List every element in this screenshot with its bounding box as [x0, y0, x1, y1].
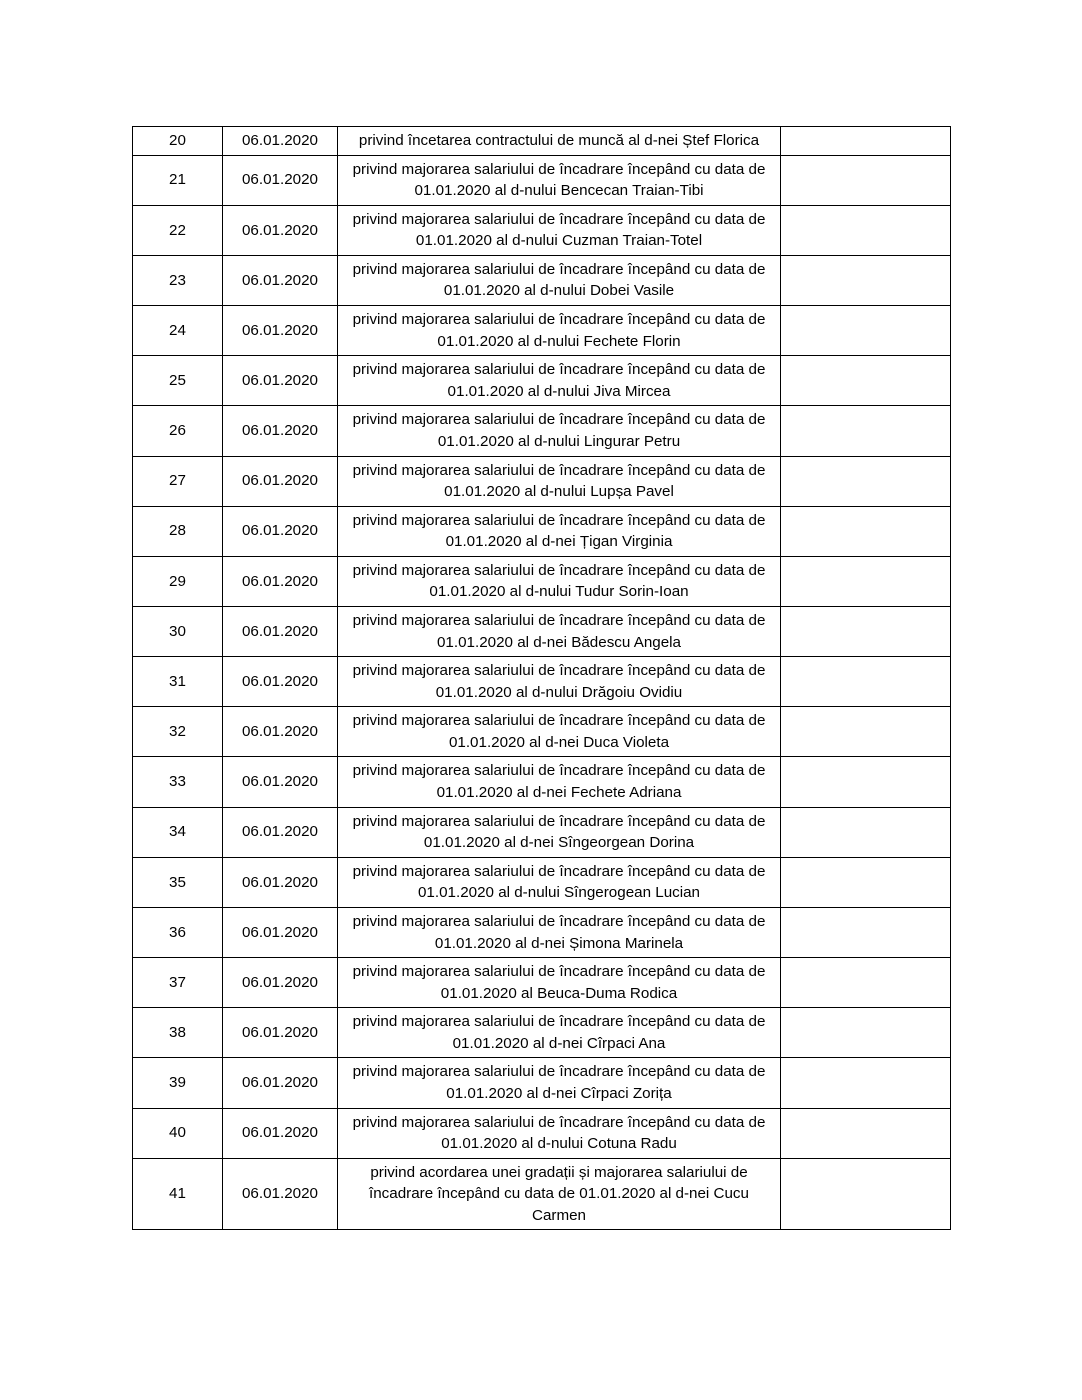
- cell-description: privind majorarea salariului de încadrare începând cu data de 01.01.2020 al d-nului Fechete Florin: [338, 306, 781, 356]
- table-row: [133, 606, 951, 656]
- cell-observations: [781, 606, 951, 656]
- cell-observations: [781, 907, 951, 957]
- cell-number: 22: [133, 205, 223, 255]
- table-row: [133, 757, 951, 807]
- cell-date: 06.01.2020: [223, 205, 338, 255]
- cell-observations: [781, 556, 951, 606]
- cell-date: 06.01.2020: [223, 406, 338, 456]
- cell-observations: [781, 707, 951, 757]
- cell-observations: [781, 205, 951, 255]
- cell-description: privind majorarea salariului de încadrare începând cu data de 01.01.2020 al d-nului Sîngerogean Lucian: [338, 857, 781, 907]
- cell-number: 21: [133, 155, 223, 205]
- cell-observations: [781, 657, 951, 707]
- cell-number: 24: [133, 306, 223, 356]
- cell-observations: [781, 1058, 951, 1108]
- cell-observations: [781, 127, 951, 156]
- cell-date: 06.01.2020: [223, 1108, 338, 1158]
- cell-number: 37: [133, 958, 223, 1008]
- table-row: [133, 857, 951, 907]
- cell-description: privind acordarea unei gradații și majorarea salariului de încadrare începând cu data de 01.01.2020 al d-nei Cucu Carmen: [338, 1158, 781, 1230]
- cell-description: privind majorarea salariului de încadrare începând cu data de 01.01.2020 al d-nului Bencecan Traian-Tibi: [338, 155, 781, 205]
- cell-observations: [781, 1008, 951, 1058]
- cell-number: 40: [133, 1108, 223, 1158]
- table-row: [133, 657, 951, 707]
- cell-number: 41: [133, 1158, 223, 1230]
- table-row: [133, 958, 951, 1008]
- cell-date: 06.01.2020: [223, 556, 338, 606]
- cell-number: 28: [133, 506, 223, 556]
- cell-number: 25: [133, 356, 223, 406]
- cell-number: 27: [133, 456, 223, 506]
- cell-number: 26: [133, 406, 223, 456]
- cell-observations: [781, 506, 951, 556]
- cell-description: privind majorarea salariului de încadrare începând cu data de 01.01.2020 al d-nei Duca Violeta: [338, 707, 781, 757]
- table-row: [133, 907, 951, 957]
- table-row: [133, 406, 951, 456]
- cell-date: 06.01.2020: [223, 657, 338, 707]
- cell-description: privind majorarea salariului de încadrare începând cu data de 01.01.2020 al d-nului Lupșa Pavel: [338, 456, 781, 506]
- cell-description: privind majorarea salariului de încadrare începând cu data de 01.01.2020 al d-nei Sîngeorgean Dorina: [338, 807, 781, 857]
- cell-observations: [781, 958, 951, 1008]
- cell-observations: [781, 857, 951, 907]
- table-row: [133, 707, 951, 757]
- cell-date: 06.01.2020: [223, 127, 338, 156]
- cell-description: privind majorarea salariului de încadrare începând cu data de 01.01.2020 al d-nului Dobei Vasile: [338, 255, 781, 305]
- cell-date: 06.01.2020: [223, 506, 338, 556]
- cell-description: privind majorarea salariului de încadrare începând cu data de 01.01.2020 al d-nului Lingurar Petru: [338, 406, 781, 456]
- cell-description: privind majorarea salariului de încadrare începând cu data de 01.01.2020 al d-nei Bădescu Angela: [338, 606, 781, 656]
- cell-number: 38: [133, 1008, 223, 1058]
- cell-date: 06.01.2020: [223, 606, 338, 656]
- cell-number: 35: [133, 857, 223, 907]
- table-row: [133, 456, 951, 506]
- cell-observations: [781, 456, 951, 506]
- table-row: [133, 306, 951, 356]
- cell-date: 06.01.2020: [223, 155, 338, 205]
- cell-number: 32: [133, 707, 223, 757]
- cell-date: 06.01.2020: [223, 907, 338, 957]
- cell-number: 23: [133, 255, 223, 305]
- table-row: [133, 1108, 951, 1158]
- cell-date: 06.01.2020: [223, 356, 338, 406]
- cell-description: privind majorarea salariului de încadrare începând cu data de 01.01.2020 al Beuca-Duma Rodica: [338, 958, 781, 1008]
- cell-number: 36: [133, 907, 223, 957]
- table-row: [133, 506, 951, 556]
- cell-date: 06.01.2020: [223, 757, 338, 807]
- cell-observations: [781, 1158, 951, 1230]
- cell-description: privind majorarea salariului de încadrare începând cu data de 01.01.2020 al d-nului Cotuna Radu: [338, 1108, 781, 1158]
- cell-observations: [781, 1108, 951, 1158]
- cell-number: 31: [133, 657, 223, 707]
- table-row: [133, 356, 951, 406]
- cell-description: privind majorarea salariului de încadrare începând cu data de 01.01.2020 al d-nei Cîrpaci Ana: [338, 1008, 781, 1058]
- cell-date: 06.01.2020: [223, 1058, 338, 1108]
- cell-date: 06.01.2020: [223, 857, 338, 907]
- cell-number: 30: [133, 606, 223, 656]
- cell-observations: [781, 757, 951, 807]
- cell-observations: [781, 356, 951, 406]
- table-row: [133, 205, 951, 255]
- cell-number: 20: [133, 127, 223, 156]
- cell-date: 06.01.2020: [223, 807, 338, 857]
- cell-description: privind majorarea salariului de încadrare începând cu data de 01.01.2020 al d-nului Drăgoiu Ovidiu: [338, 657, 781, 707]
- cell-date: 06.01.2020: [223, 1158, 338, 1230]
- cell-description: privind majorarea salariului de încadrare începând cu data de 01.01.2020 al d-nei Cîrpaci Zorița: [338, 1058, 781, 1108]
- table-row: [133, 1008, 951, 1058]
- cell-description: privind majorarea salariului de încadrare începând cu data de 01.01.2020 al d-nului Tudur Sorin-Ioan: [338, 556, 781, 606]
- cell-description: privind majorarea salariului de încadrare începând cu data de 01.01.2020 al d-nului Cuzman Traian-Totel: [338, 205, 781, 255]
- cell-date: 06.01.2020: [223, 306, 338, 356]
- cell-number: 34: [133, 807, 223, 857]
- table-body: [133, 127, 951, 1230]
- cell-date: 06.01.2020: [223, 707, 338, 757]
- cell-description: privind majorarea salariului de încadrare începând cu data de 01.01.2020 al d-nei Țigan Virginia: [338, 506, 781, 556]
- cell-date: 06.01.2020: [223, 255, 338, 305]
- decisions-table: [132, 126, 951, 1230]
- table-row: [133, 155, 951, 205]
- cell-number: 33: [133, 757, 223, 807]
- cell-description: privind majorarea salariului de încadrare începând cu data de 01.01.2020 al d-nei Fechete Adriana: [338, 757, 781, 807]
- cell-observations: [781, 807, 951, 857]
- cell-description: privind majorarea salariului de încadrare începând cu data de 01.01.2020 al d-nei Șimona Marinela: [338, 907, 781, 957]
- cell-observations: [781, 406, 951, 456]
- cell-date: 06.01.2020: [223, 1008, 338, 1058]
- cell-observations: [781, 255, 951, 305]
- table-row: [133, 127, 951, 156]
- cell-date: 06.01.2020: [223, 958, 338, 1008]
- table-row: [133, 1158, 951, 1230]
- cell-observations: [781, 306, 951, 356]
- table-row: [133, 255, 951, 305]
- cell-description: privind majorarea salariului de încadrare începând cu data de 01.01.2020 al d-nului Jiva Mircea: [338, 356, 781, 406]
- table-row: [133, 556, 951, 606]
- table-row: [133, 1058, 951, 1108]
- cell-number: 39: [133, 1058, 223, 1108]
- cell-date: 06.01.2020: [223, 456, 338, 506]
- cell-observations: [781, 155, 951, 205]
- cell-number: 29: [133, 556, 223, 606]
- cell-description: privind încetarea contractului de muncă al d-nei Ștef Florica: [338, 127, 781, 156]
- table-row: [133, 807, 951, 857]
